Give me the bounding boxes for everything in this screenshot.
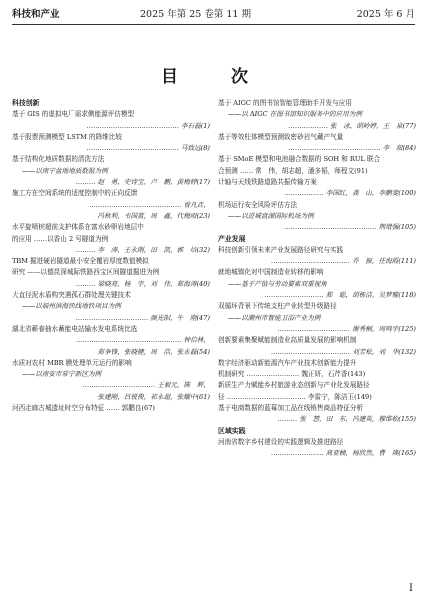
toc-entry-title[interactable]: 合预测 …… 常 伟，胡志超，潘多韬，师程文(91)	[218, 166, 368, 175]
toc-entry-title[interactable]: 创新要素集聚赋能制造业高质量发展的影响机制	[218, 336, 357, 345]
toc-entry-authors[interactable]: ……… 李 涛，王永刚，田 凯，郭 培(32)	[75, 245, 210, 254]
toc-entry-subtitle[interactable]: ——以南宁盆地地质数据为例	[22, 166, 108, 175]
toc-entry-title[interactable]: 基于电商数据的蓝莓加工品在线销售商品特征分析	[218, 404, 364, 413]
toc-entry-title[interactable]: 机场运行安全风险评估方法	[218, 200, 298, 209]
issue-label: 2025 年第 25 卷第 11 期	[140, 9, 251, 20]
toc-entry-title[interactable]: 就地城镇化对中国制造业转移的影响	[218, 268, 324, 277]
page-title: 目 次	[161, 67, 266, 87]
toc-entry-subtitle[interactable]: ——以进城盘湖国际机场为例	[228, 211, 314, 220]
toc-entry-authors[interactable]: …………………………… 谢秀桐，周鸣宇(125)	[277, 324, 416, 333]
toc-entry-title[interactable]: 新质生产力赋能乡村旅游业态创新与产业化发展路径	[218, 381, 370, 390]
page-number: I	[409, 583, 413, 594]
toc-entry-authors[interactable]: …………………………………… 曾凡垚，	[89, 200, 210, 209]
page-header	[12, 6, 415, 22]
toc-entry-authors[interactable]: ……………… 李国红，龚 山，李鹏斐(100)	[284, 189, 416, 198]
toc-entry-authors[interactable]: ……… 赵 勇，史诗宝，卢 鹏，黄梅婷(17)	[75, 178, 210, 187]
toc-entry-subtitle[interactable]: ——基于产值与劳动要素双重视角	[228, 279, 327, 288]
toc-entry-title[interactable]: 基于结构化地质数据的清洗方法	[12, 155, 105, 164]
toc-entry-title[interactable]: 双循环背景下传统支柱产业转型升级路径	[218, 302, 337, 311]
section-heading: 科技创新	[12, 99, 40, 107]
toc-entry-title[interactable]: 河南省数字乡村建设的实践逻辑及推进路径	[218, 437, 344, 446]
toc-entry-title[interactable]: 的应用 ……以香山 2 号隧道为例	[12, 234, 109, 243]
journal-name: 科技和产业	[12, 9, 60, 20]
toc-entry-title[interactable]: TBM 掘进硬岩隧道最小安全覆岩厚度数值模拟	[12, 257, 149, 266]
toc-entry-title[interactable]: 湖北省蕲春抽水蓄能电站输水发电系统比选	[12, 324, 138, 333]
toc-entry-subtitle[interactable]: ——以 AIGC 在图书馆知识服务中的应用为例	[228, 110, 362, 119]
toc-entry-title[interactable]: 基于 AIGC 的图书馆智能管理助手开发与应用	[218, 99, 352, 107]
toc-entry-title[interactable]: 科技创新引领未来产业发展路径研究与实践	[218, 245, 344, 254]
toc-entry-subtitle[interactable]: ——以潮州市智能卫浴产业为例	[228, 313, 321, 322]
toc-entry-authors[interactable]: ……… 张 慧，田 东，冯建英，穆维松(155)	[277, 415, 416, 424]
toc-entry-title[interactable]: 基于 GIS 的虚拟电厂需求侧能源评估模型	[12, 110, 135, 119]
toc-entry-subtitle[interactable]: ——以福州滨海快线地铁项目为例	[22, 302, 121, 311]
section-heading: 区域实践	[218, 426, 246, 435]
header-rule	[12, 24, 415, 25]
section-heading: 产业发展	[218, 234, 246, 243]
toc-entry-authors[interactable]: …………………………………… 李石磊(1)	[86, 121, 210, 130]
toc-entry-title[interactable]: 机制研究 …………………… 魏正妍，石芹香(143)	[218, 370, 366, 379]
toc-entry-title[interactable]: 基于等效柱体模型预测致密砂岩气藏产气量	[218, 132, 344, 141]
issue-date: 2025 年 6 月	[356, 9, 415, 20]
toc-entry-subtitle[interactable]: ——以南安市常宁新区为例	[22, 370, 102, 379]
toc-entry-authors[interactable]: …………………………………… 马致远(8)	[86, 144, 210, 153]
toc-entry-title[interactable]: 水平旋喷桩超前支护体系在富水砂卵岩地层中	[12, 223, 144, 232]
toc-entry-authors[interactable]: …………………… 高亚楠，杨欣然，曹 瑛(165)	[270, 449, 416, 458]
toc-entry-title[interactable]: 水质对农村 MBR 膜处理单元运行的影响	[12, 358, 132, 367]
toc-entry-authors[interactable]: …………………………………… 荆增强(105)	[284, 223, 416, 232]
toc-entry-title[interactable]: 施工方在空间系统的适度控制中的正向反馈	[12, 189, 138, 198]
toc-left-column	[12, 98, 210, 414]
toc-entry-authors[interactable]: ……… 梁晓亮，杨 宇，刘 伟，郑海涛(40)	[75, 279, 210, 288]
toc-entry-authors[interactable]: 冯秋利，韦国蓝，周 鑫，代梅雨(23)	[97, 211, 210, 220]
toc-entry-authors[interactable]: ……………………………… 乔 振，任海霞(111)	[270, 257, 416, 266]
toc-entry-authors[interactable]: 张建刚，吕锐俊，祁永超，张耀中(61)	[97, 392, 210, 401]
toc-entry-authors[interactable]: …………………………… 颜光阳，牛 刚(47)	[75, 313, 210, 322]
toc-entry-title[interactable]: 径 ……………………………… 李雷宁，陈洁玉(149)	[218, 392, 372, 401]
toc-entry-authors[interactable]: ……………………… 郑 聪，胡栋洁，吴梦雅(118)	[264, 291, 416, 300]
toc-entry-authors[interactable]: ………………………………………… 钟信林，	[76, 336, 210, 345]
toc-entry-title[interactable]: 基于股票预测模型 LSTM 的降维比较	[12, 132, 122, 141]
toc-entry-authors[interactable]: ……………………………… 刘芳松，刘 华(132)	[270, 347, 416, 356]
toc-entry-title[interactable]: 河西走廊古城遗址时空分布特征 …… 郭鹏良(67)	[12, 404, 156, 413]
toc-entry-authors[interactable]: …………………………………… 李 叔(84)	[288, 144, 416, 153]
toc-entry-authors[interactable]: 郑争锋，张晓健，周 浩，张永磊(54)	[97, 347, 210, 356]
toc-entry-title[interactable]: 计轴与天线铁路道路共振传输方案	[218, 178, 317, 187]
toc-entry-title[interactable]: 数字经济驱动新能源汽车产业技术创新能力提升	[218, 358, 357, 367]
toc-entry-authors[interactable]: ……………… 张 冰，胡岭婷，王 泉(77)	[288, 121, 416, 130]
toc-entry-title[interactable]: 大直径泥水盾构突遇孤石群处理关键技术	[12, 291, 131, 300]
toc-entry-title[interactable]: 研究 ——以德昆深城际铁路西宝区间隧道掘进为例	[12, 268, 160, 277]
toc-entry-title[interactable]: 基于 SMoE 模型和电池融合数据的 SOH 和 RUL 联合	[218, 155, 381, 164]
toc-right-column	[218, 98, 416, 460]
toc-entry-authors[interactable]: …………………………… 王毅元，陈 辉，	[82, 381, 210, 390]
